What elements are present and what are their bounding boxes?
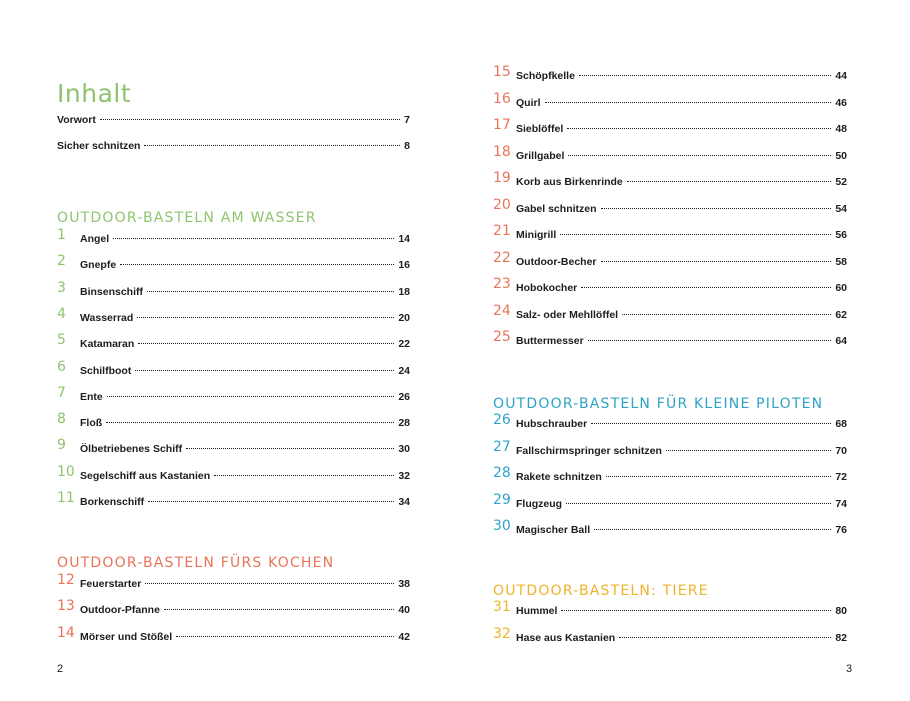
toc-entry-number: 13: [57, 598, 75, 615]
toc-entry-label: Rakete schnitzen: [516, 471, 602, 483]
dot-leader: [561, 610, 831, 611]
page-title: Inhalt: [57, 78, 132, 108]
toc-entry-label: Flugzeug: [516, 497, 563, 510]
toc-entry-page: 16: [398, 259, 410, 272]
toc-entry-number: 7: [57, 384, 66, 401]
dot-leader: [145, 583, 394, 584]
toc-entry-label: Hummel: [516, 605, 558, 617]
toc-entry-label: Quirl: [516, 96, 541, 109]
toc-entry-page: 32: [398, 469, 410, 482]
toc-entry-vorwort[interactable]: [57, 114, 410, 132]
dot-leader: [214, 475, 394, 476]
toc-entry-label: Buttermesser: [516, 335, 584, 347]
toc-entry[interactable]: [493, 518, 847, 542]
toc-entry-label: Floß: [80, 417, 103, 430]
toc-entry-label: Outdoor-Pfanne: [80, 604, 160, 617]
toc-entry-page: 28: [398, 417, 410, 430]
toc-entry[interactable]: [493, 625, 847, 650]
toc-entry[interactable]: [493, 143, 847, 168]
toc-entry[interactable]: [493, 329, 847, 353]
toc-entry-label: Binsenschiff: [80, 285, 144, 298]
toc-entry-label: Ölbetriebenes Schiff: [80, 443, 183, 456]
dot-leader: [176, 636, 394, 637]
toc-entry-page: 14: [398, 233, 410, 245]
toc-entry[interactable]: [493, 438, 847, 463]
toc-entry[interactable]: [57, 227, 410, 251]
toc-entry-number: 22: [493, 249, 511, 266]
dot-leader: [601, 261, 832, 262]
toc-entry[interactable]: [57, 598, 410, 622]
toc-entry-page: 76: [835, 524, 847, 536]
toc-entry-label: Korb aus Birkenrinde: [516, 176, 623, 188]
toc-entry-number: 2: [57, 253, 66, 270]
toc-entry-label: Feuerstarter: [80, 578, 142, 590]
toc-entry-label: Sieblöffel: [516, 123, 564, 135]
toc-entry-page: 46: [835, 96, 847, 109]
dot-leader: [622, 314, 831, 315]
dot-leader: [619, 637, 831, 638]
toc-entry[interactable]: [57, 305, 410, 330]
toc-entry-page: 56: [835, 229, 847, 241]
toc-entry-number: 15: [493, 64, 511, 80]
toc-entry[interactable]: [493, 90, 847, 115]
dot-leader: [164, 609, 394, 610]
toc-entry-label: Schilfboot: [80, 364, 132, 377]
dot-leader: [137, 317, 394, 318]
toc-entry-number: 4: [57, 305, 66, 322]
toc-entry-page: 64: [835, 335, 847, 347]
toc-entry-page: 52: [835, 176, 847, 188]
toc-entry-page: 26: [398, 390, 410, 403]
toc-entry-number: 27: [493, 438, 511, 455]
dot-leader: [606, 476, 832, 477]
toc-entry-number: 10: [57, 463, 75, 480]
toc-entry-label: Minigrill: [516, 229, 557, 241]
toc-entry-label: Hubschrauber: [516, 418, 588, 430]
toc-entry[interactable]: [57, 358, 410, 383]
toc-entry-number: 26: [493, 412, 511, 428]
toc-entry-page: 42: [398, 630, 410, 643]
toc-entry[interactable]: [57, 437, 410, 461]
toc-entry-number: 24: [493, 302, 511, 319]
toc-entry-page: 40: [398, 604, 410, 617]
toc-entry-page: 20: [398, 311, 410, 324]
toc-entry[interactable]: [57, 624, 410, 649]
toc-entry-number: 3: [57, 279, 66, 296]
toc-entry[interactable]: [57, 463, 410, 488]
section-heading-piloten: OUTDOOR-BASTELN FÜR KLEINE PILOTEN: [493, 395, 824, 412]
toc-entry-label: Segelschiff aus Kastanien: [80, 469, 211, 482]
dot-leader: [581, 287, 831, 288]
toc-entry[interactable]: [57, 253, 410, 277]
toc-entry[interactable]: [57, 384, 410, 409]
dot-leader: [107, 396, 395, 397]
toc-entry-number: 25: [493, 329, 511, 345]
dot-leader: [591, 423, 831, 424]
toc-entry-page: 68: [835, 418, 847, 430]
dot-leader: [601, 208, 832, 209]
dot-leader: [138, 343, 394, 344]
dot-leader: [545, 102, 832, 103]
toc-entry-label: Borkenschiff: [80, 496, 145, 508]
toc-entry[interactable]: [57, 411, 410, 435]
toc-entry-number: 31: [493, 599, 511, 615]
dot-leader: [568, 155, 831, 156]
toc-entry-page: 22: [398, 338, 410, 351]
dot-leader: [627, 181, 832, 182]
toc-entry-number: 5: [57, 332, 66, 349]
section-heading-kochen: OUTDOOR-BASTELN FÜRS KOCHEN: [57, 554, 335, 571]
page-number-left: 2: [57, 663, 64, 675]
section-heading-tiere: OUTDOOR-BASTELN: TIERE: [493, 582, 709, 599]
toc-entry-number: 14: [57, 624, 75, 641]
toc-entry[interactable]: [493, 249, 847, 274]
toc-entry-page: 74: [835, 497, 847, 510]
dot-leader: [144, 145, 400, 146]
toc-entry-number: 30: [493, 518, 511, 534]
toc-entry-label: Ente: [80, 390, 103, 403]
toc-entry[interactable]: [493, 302, 847, 327]
dot-leader: [148, 501, 394, 502]
dot-leader: [560, 234, 831, 235]
toc-entry-number: 32: [493, 625, 511, 642]
toc-entry-number: 20: [493, 196, 511, 213]
toc-entry-number: 9: [57, 437, 66, 454]
dot-leader: [567, 128, 831, 129]
toc-entry-label: Sicher schnitzen: [57, 140, 141, 152]
toc-entry-page: 18: [398, 285, 410, 298]
toc-entry-page: 80: [835, 605, 847, 617]
toc-entry-page: 58: [835, 255, 847, 268]
toc-entry-label: Salz- oder Mehllöffel: [516, 308, 619, 321]
toc-entry-number: 23: [493, 276, 511, 292]
toc-entry-label: Schöpfkelle: [516, 70, 575, 82]
toc-entry-number: 1: [57, 227, 66, 243]
toc-entry-number: 11: [57, 490, 75, 506]
toc-entry[interactable]: [493, 599, 847, 623]
toc-entry[interactable]: [57, 279, 410, 304]
toc-entry[interactable]: [57, 332, 410, 356]
toc-entry-page: 7: [404, 114, 410, 126]
toc-entry-number: 17: [493, 117, 511, 133]
toc-entry-label: Grillgabel: [516, 149, 565, 162]
toc-entry-page: 70: [835, 444, 847, 457]
dot-leader: [106, 422, 394, 423]
toc-entry-page: 72: [835, 471, 847, 483]
toc-entry[interactable]: [493, 276, 847, 300]
dot-leader: [186, 448, 394, 449]
toc-entry-number: 8: [57, 411, 66, 428]
toc-entry-label: Magischer Ball: [516, 524, 591, 536]
toc-entry[interactable]: [493, 412, 847, 436]
toc-entry[interactable]: [493, 465, 847, 489]
toc-entry-number: 18: [493, 143, 511, 160]
toc-entry-label: Outdoor-Becher: [516, 255, 597, 268]
toc-entry-page: 48: [835, 123, 847, 135]
toc-entry[interactable]: [493, 170, 847, 194]
toc-entry-label: Gabel schnitzen: [516, 202, 597, 215]
toc-entry-page: 24: [398, 364, 410, 377]
toc-entry-page: 62: [835, 308, 847, 321]
dot-leader: [120, 264, 394, 265]
toc-entry-page: 54: [835, 202, 847, 215]
dot-leader: [594, 529, 831, 530]
toc-entry-number: 16: [493, 90, 511, 107]
toc-entry-label: Wasserrad: [80, 311, 134, 324]
toc-entry-label: Hase aus Kastanien: [516, 631, 616, 644]
toc-entry-label: Hobokocher: [516, 282, 578, 294]
toc-entry-page: 8: [404, 140, 410, 152]
toc-entry-number: 12: [57, 572, 75, 588]
toc-entry-number: 6: [57, 358, 66, 375]
toc-entry[interactable]: [57, 572, 410, 596]
toc-entry[interactable]: [493, 64, 847, 88]
toc-entry[interactable]: [493, 196, 847, 221]
dot-leader: [113, 238, 394, 239]
toc-entry-label: Fallschirmspringer schnitzen: [516, 444, 662, 457]
toc-entry-number: 28: [493, 465, 511, 481]
toc-entry-number: 29: [493, 491, 511, 508]
toc-entry-label: Angel: [80, 233, 110, 245]
section-heading-wasser: OUTDOOR-BASTELN AM WASSER: [57, 209, 317, 226]
dot-leader: [100, 119, 400, 120]
toc-entry-page: 50: [835, 149, 847, 162]
toc-entry[interactable]: [493, 491, 847, 516]
toc-entry-page: 38: [398, 578, 410, 590]
page-number-right: 3: [846, 663, 853, 675]
toc-entry-label: Mörser und Stößel: [80, 630, 173, 643]
toc-entry-page: 82: [835, 631, 847, 644]
toc-entry-page: 44: [835, 70, 847, 82]
dot-leader: [566, 503, 831, 504]
dot-leader: [147, 291, 394, 292]
toc-entry[interactable]: [493, 223, 847, 247]
toc-entry-label: Katamaran: [80, 338, 135, 351]
dot-leader: [579, 75, 831, 76]
toc-entry-page: 60: [835, 282, 847, 294]
toc-entry-number: 19: [493, 170, 511, 186]
dot-leader: [666, 450, 831, 451]
dot-leader: [135, 370, 394, 371]
toc-entry[interactable]: [493, 117, 847, 141]
toc-entry-page: 30: [398, 443, 410, 456]
toc-entry-label: Vorwort: [57, 114, 96, 126]
toc-entry-label: Gnepfe: [80, 259, 117, 272]
toc-entry-number: 21: [493, 223, 511, 239]
toc-entry-sicher-schnitzen[interactable]: [57, 140, 410, 158]
dot-leader: [588, 340, 832, 341]
toc-entry[interactable]: [57, 490, 410, 514]
toc-entry-page: 34: [398, 496, 410, 508]
